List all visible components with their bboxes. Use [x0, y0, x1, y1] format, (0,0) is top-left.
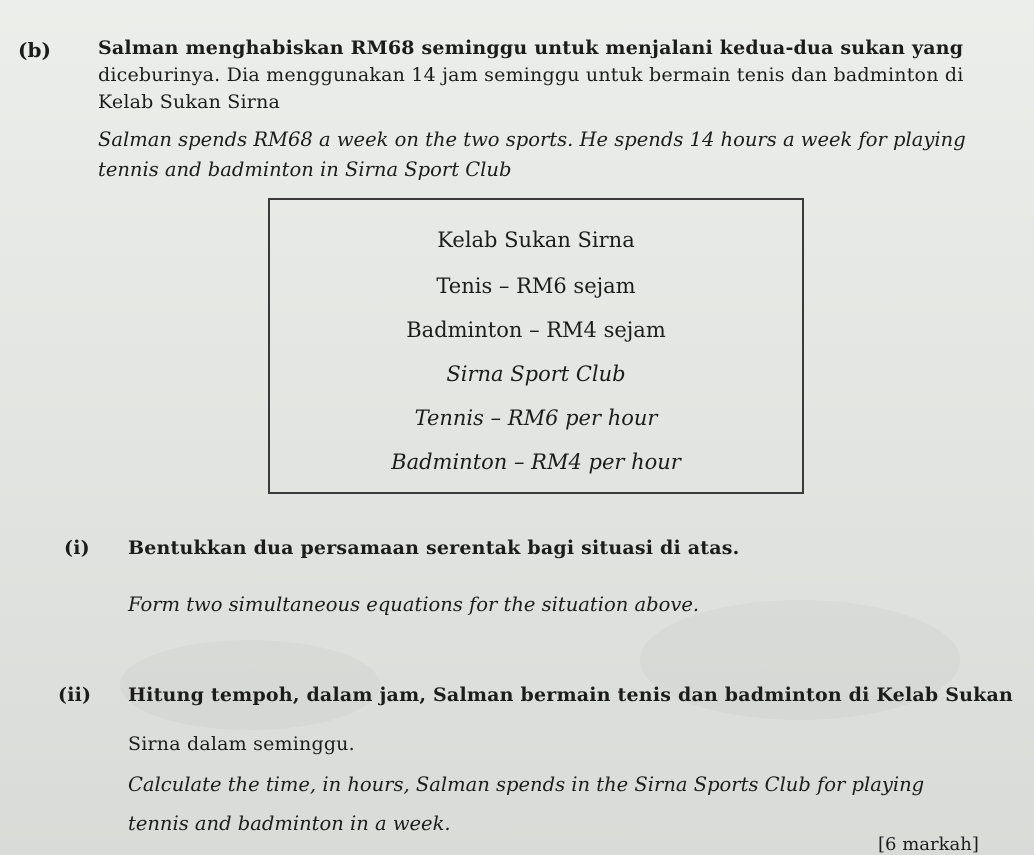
- price-info-box: [268, 198, 804, 494]
- part-i-english: Form two simultaneous equations for the situation above.: [128, 593, 700, 616]
- box-malay-tennis: Tenis – RM6 sejam: [436, 274, 636, 298]
- question-label: (b): [18, 38, 51, 62]
- box-malay-title: Kelab Sukan Sirna: [437, 228, 635, 252]
- part-i-malay: Bentukkan dua persamaan serentak bagi situasi di atas.: [128, 537, 740, 559]
- box-english-title: Sirna Sport Club: [446, 362, 626, 386]
- box-malay-badminton: Badminton – RM4 sejam: [406, 318, 666, 342]
- marks-label: [6 markah]: [878, 834, 979, 855]
- question-malay-line: diceburinya. Dia menggunakan 14 jam seminggu untuk bermain tenis dan badminton di: [98, 64, 964, 86]
- box-english-tennis: Tennis – RM6 per hour: [414, 406, 658, 430]
- box-english-badminton: Badminton – RM4 per hour: [391, 450, 681, 474]
- question-malay-line: Kelab Sukan Sirna: [98, 91, 281, 113]
- part-ii-english-line: Calculate the time, in hours, Salman spends in the Sirna Sports Club for playing: [128, 773, 925, 796]
- part-ii-english-line: tennis and badminton in a week.: [128, 812, 451, 835]
- part-ii-malay-line: Sirna dalam seminggu.: [128, 733, 355, 755]
- part-ii-label: (ii): [58, 684, 92, 706]
- part-ii-malay-line: Hitung tempoh, dalam jam, Salman bermain tenis dan badminton di Kelab Sukan: [128, 684, 1014, 706]
- part-i-label: (i): [64, 537, 90, 559]
- question-malay-line: Salman menghabiskan RM68 seminggu untuk menjalani kedua-dua sukan yang: [98, 37, 964, 59]
- question-english-line: tennis and badminton in Sirna Sport Club: [98, 158, 512, 181]
- question-english-line: Salman spends RM68 a week on the two sports. He spends 14 hours a week for playing: [98, 128, 966, 151]
